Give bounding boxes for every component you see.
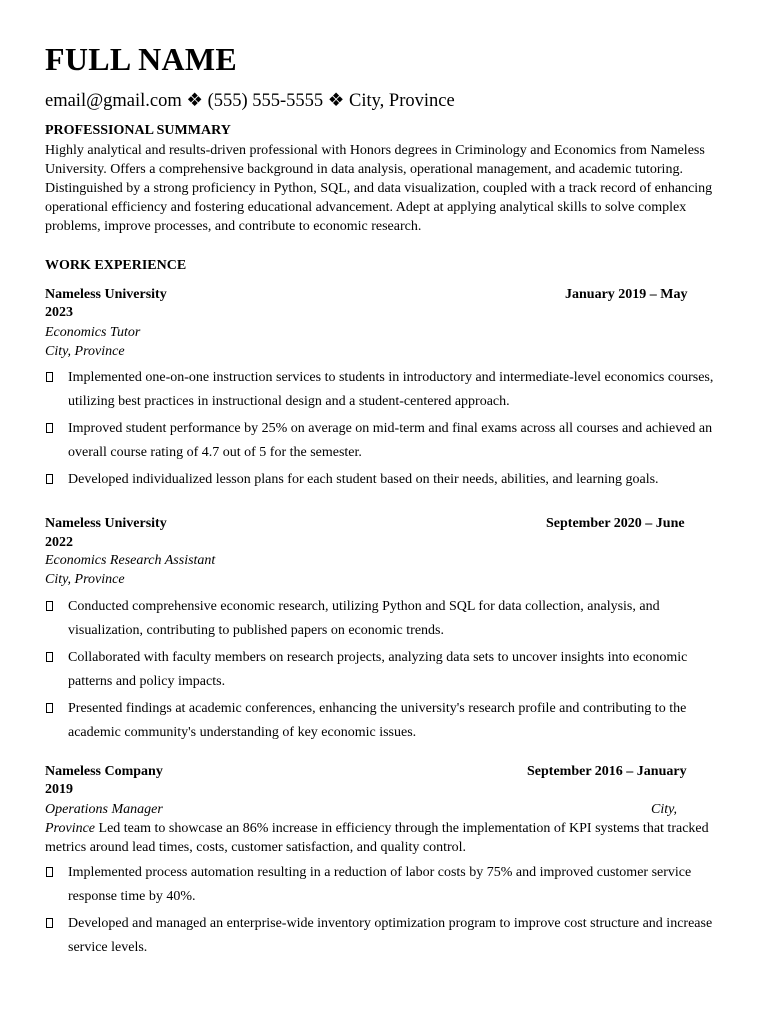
job-summary bbox=[45, 819, 735, 857]
job-dates: January 2019 – May bbox=[565, 287, 688, 302]
job-location: City, bbox=[651, 802, 678, 817]
bullet-icon bbox=[46, 423, 53, 433]
bullet-icon bbox=[46, 474, 53, 484]
job-location-continued: Province bbox=[45, 821, 96, 836]
job-summary-text: Led team to showcase an 86% increase in efficiency through the implementation of KPI systems that tracked metrics around lead times, costs, customer satisfaction, and quality control. bbox=[45, 821, 709, 855]
job-location: City, Province bbox=[45, 344, 125, 359]
job-title: Economics Research Assistant bbox=[45, 553, 216, 568]
bullet-item: Developed and managed an enterprise-wide inventory optimization program to improve cost structure and increase service levels. bbox=[45, 912, 725, 960]
experience-heading: WORK EXPERIENCE bbox=[45, 258, 187, 273]
bullet-item: Conducted comprehensive economic research, utilizing Python and SQL for data collection, analysis, and visualization, contributing to published papers on economic trends. bbox=[45, 595, 725, 643]
contact-line: email@gmail.com ❖ (555) 555-5555 ❖ City, Province bbox=[45, 91, 455, 111]
bullet-icon bbox=[46, 867, 53, 877]
bullet-item: Implemented process automation resulting in a reduction of labor costs by 75% and improved customer service response time by 40%. bbox=[45, 861, 725, 909]
job-dates: September 2020 – June bbox=[546, 516, 685, 531]
bullet-item: Improved student performance by 25% on average on mid-term and final exams across all courses and achieved an overall course rating of 4.7 out of 5 for the semester. bbox=[45, 417, 725, 465]
bullet-icon bbox=[46, 601, 53, 611]
job-title: Economics Tutor bbox=[45, 325, 141, 340]
job-bullet-list bbox=[45, 861, 725, 963]
bullet-icon bbox=[46, 372, 53, 382]
job-employer: Nameless University bbox=[45, 516, 167, 531]
job-employer: Nameless University bbox=[45, 287, 167, 302]
job-location: City, Province bbox=[45, 572, 125, 587]
bullet-item: Collaborated with faculty members on research projects, analyzing data sets to uncover insights into economic patterns and policy impacts. bbox=[45, 646, 725, 694]
bullet-icon bbox=[46, 918, 53, 928]
bullet-item: Presented findings at academic conferences, enhancing the university's research profile and contributing to the academic community's understanding of key economic issues. bbox=[45, 697, 725, 745]
job-title: Operations Manager bbox=[45, 802, 163, 817]
job-bullet-list bbox=[45, 366, 725, 495]
full-name: FULL NAME bbox=[45, 41, 238, 77]
job-dates-continued: 2022 bbox=[45, 535, 73, 550]
summary-heading: PROFESSIONAL SUMMARY bbox=[45, 123, 231, 138]
bullet-item: Developed individualized lesson plans for each student based on their needs, abilities, and learning goals. bbox=[45, 468, 725, 492]
job-dates-continued: 2023 bbox=[45, 305, 73, 320]
job-employer: Nameless Company bbox=[45, 764, 163, 779]
bullet-item: Implemented one-on-one instruction services to students in introductory and intermediate-level economics courses, utilizing best practices in instructional design and a student-centered approach. bbox=[45, 366, 725, 414]
bullet-icon bbox=[46, 703, 53, 713]
summary-text: Highly analytical and results-driven professional with Honors degrees in Criminology and Economics from Nameless University. Offers a comprehensive background in data analysis, operational management, and academic tutoring. Distinguished by a strong proficiency in Python, SQL, and data visualization, coupled with a track record of enhancing operational efficiency and fostering educational advancement. Adept at applying analytical skills to solve complex problems, improve processes, and contribute to economic research. bbox=[45, 143, 713, 234]
bullet-icon bbox=[46, 652, 53, 662]
job-dates-continued: 2019 bbox=[45, 782, 73, 797]
job-dates: September 2016 – January bbox=[527, 764, 687, 779]
job-bullet-list bbox=[45, 595, 725, 748]
